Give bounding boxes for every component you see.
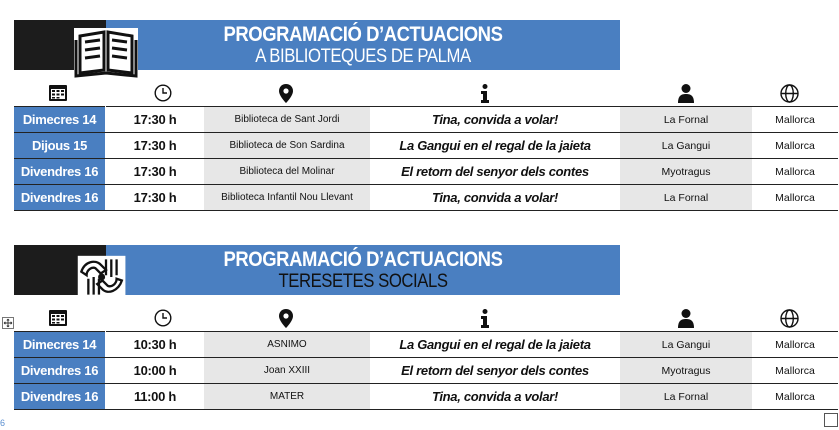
time-cell: 17:30 h (106, 133, 205, 159)
day-cell: Dimecres 14 (14, 332, 106, 358)
show-cell: Tina, convida a volar! (370, 107, 620, 133)
info-icon (480, 309, 490, 328)
table-row (14, 358, 838, 384)
calendar-icon (49, 84, 67, 101)
show-cell: La Gangui en el regal de la jaieta (370, 332, 620, 358)
column-icons-row (14, 70, 838, 106)
globe-icon (780, 84, 799, 103)
table-row (14, 185, 838, 211)
company-cell: La Gangui (620, 133, 752, 159)
clock-icon (154, 309, 172, 327)
place-cell: ASNIMO (204, 332, 370, 358)
time-cell: 10:30 h (106, 332, 205, 358)
day-cell: Divendres 16 (14, 185, 106, 211)
time-cell: 10:00 h (106, 358, 205, 384)
time-cell: 17:30 h (106, 107, 205, 133)
show-cell: Tina, convida a volar! (370, 384, 620, 410)
day-cell: Divendres 16 (14, 159, 106, 185)
clock-icon (154, 84, 172, 102)
region-cell: Mallorca (752, 358, 838, 384)
person-icon (678, 84, 694, 103)
region-cell: Mallorca (752, 384, 838, 410)
table-row (14, 159, 838, 185)
location-pin-icon (279, 84, 293, 103)
show-cell: El retorn del senyor dels contes (370, 358, 620, 384)
banner-subtitle: TERESETES SOCIALS (278, 271, 448, 292)
table-row (14, 133, 838, 159)
table-resize-handle[interactable] (824, 413, 838, 427)
region-cell: Mallorca (752, 332, 838, 358)
time-cell: 17:30 h (106, 159, 205, 185)
region-cell: Mallorca (752, 107, 838, 133)
schedule-table (14, 106, 838, 211)
banner-title: PROGRAMACIÓ D’ACTUACIONS (223, 23, 503, 46)
show-cell: La Gangui en el regal de la jaieta (370, 133, 620, 159)
place-cell: Biblioteca de Sant Jordi (204, 107, 370, 133)
banner (14, 20, 620, 70)
region-cell: Mallorca (752, 159, 838, 185)
banner (14, 245, 620, 295)
place-cell: MATER (204, 384, 370, 410)
table-move-handle-icon[interactable] (2, 317, 14, 329)
globe-icon (780, 309, 799, 328)
table-row (14, 107, 838, 133)
day-cell: Divendres 16 (14, 358, 106, 384)
company-cell: La Fornal (620, 107, 752, 133)
day-cell: Divendres 16 (14, 384, 106, 410)
person-icon (678, 309, 694, 328)
section-biblioteques (14, 20, 838, 211)
banner-subtitle: A BIBLIOTEQUES DE PALMA (255, 46, 471, 67)
place-cell: Biblioteca de Son Sardina (204, 133, 370, 159)
page-number: 6 (0, 418, 6, 428)
banner-title: PROGRAMACIÓ D’ACTUACIONS (223, 248, 503, 271)
day-cell: Dimecres 14 (14, 107, 106, 133)
section-teresetes-socials (14, 245, 838, 410)
time-cell: 17:30 h (106, 185, 205, 211)
info-icon (480, 84, 490, 103)
column-icons-row (14, 295, 838, 331)
company-cell: Myotragus (620, 159, 752, 185)
calendar-icon (49, 309, 67, 326)
place-cell: Biblioteca del Molinar (204, 159, 370, 185)
place-cell: Biblioteca Infantil Nou Llevant (204, 185, 370, 211)
company-cell: La Fornal (620, 185, 752, 211)
day-cell: Dijous 15 (14, 133, 106, 159)
company-cell: Myotragus (620, 358, 752, 384)
table-row (14, 384, 838, 410)
company-cell: La Fornal (620, 384, 752, 410)
company-cell: La Gangui (620, 332, 752, 358)
region-cell: Mallorca (752, 185, 838, 211)
time-cell: 11:00 h (106, 384, 205, 410)
region-cell: Mallorca (752, 133, 838, 159)
schedule-table (14, 331, 838, 410)
place-cell: Joan XXIII (204, 358, 370, 384)
show-cell: Tina, convida a volar! (370, 185, 620, 211)
table-row (14, 332, 838, 358)
show-cell: El retorn del senyor dels contes (370, 159, 620, 185)
location-pin-icon (279, 309, 293, 328)
